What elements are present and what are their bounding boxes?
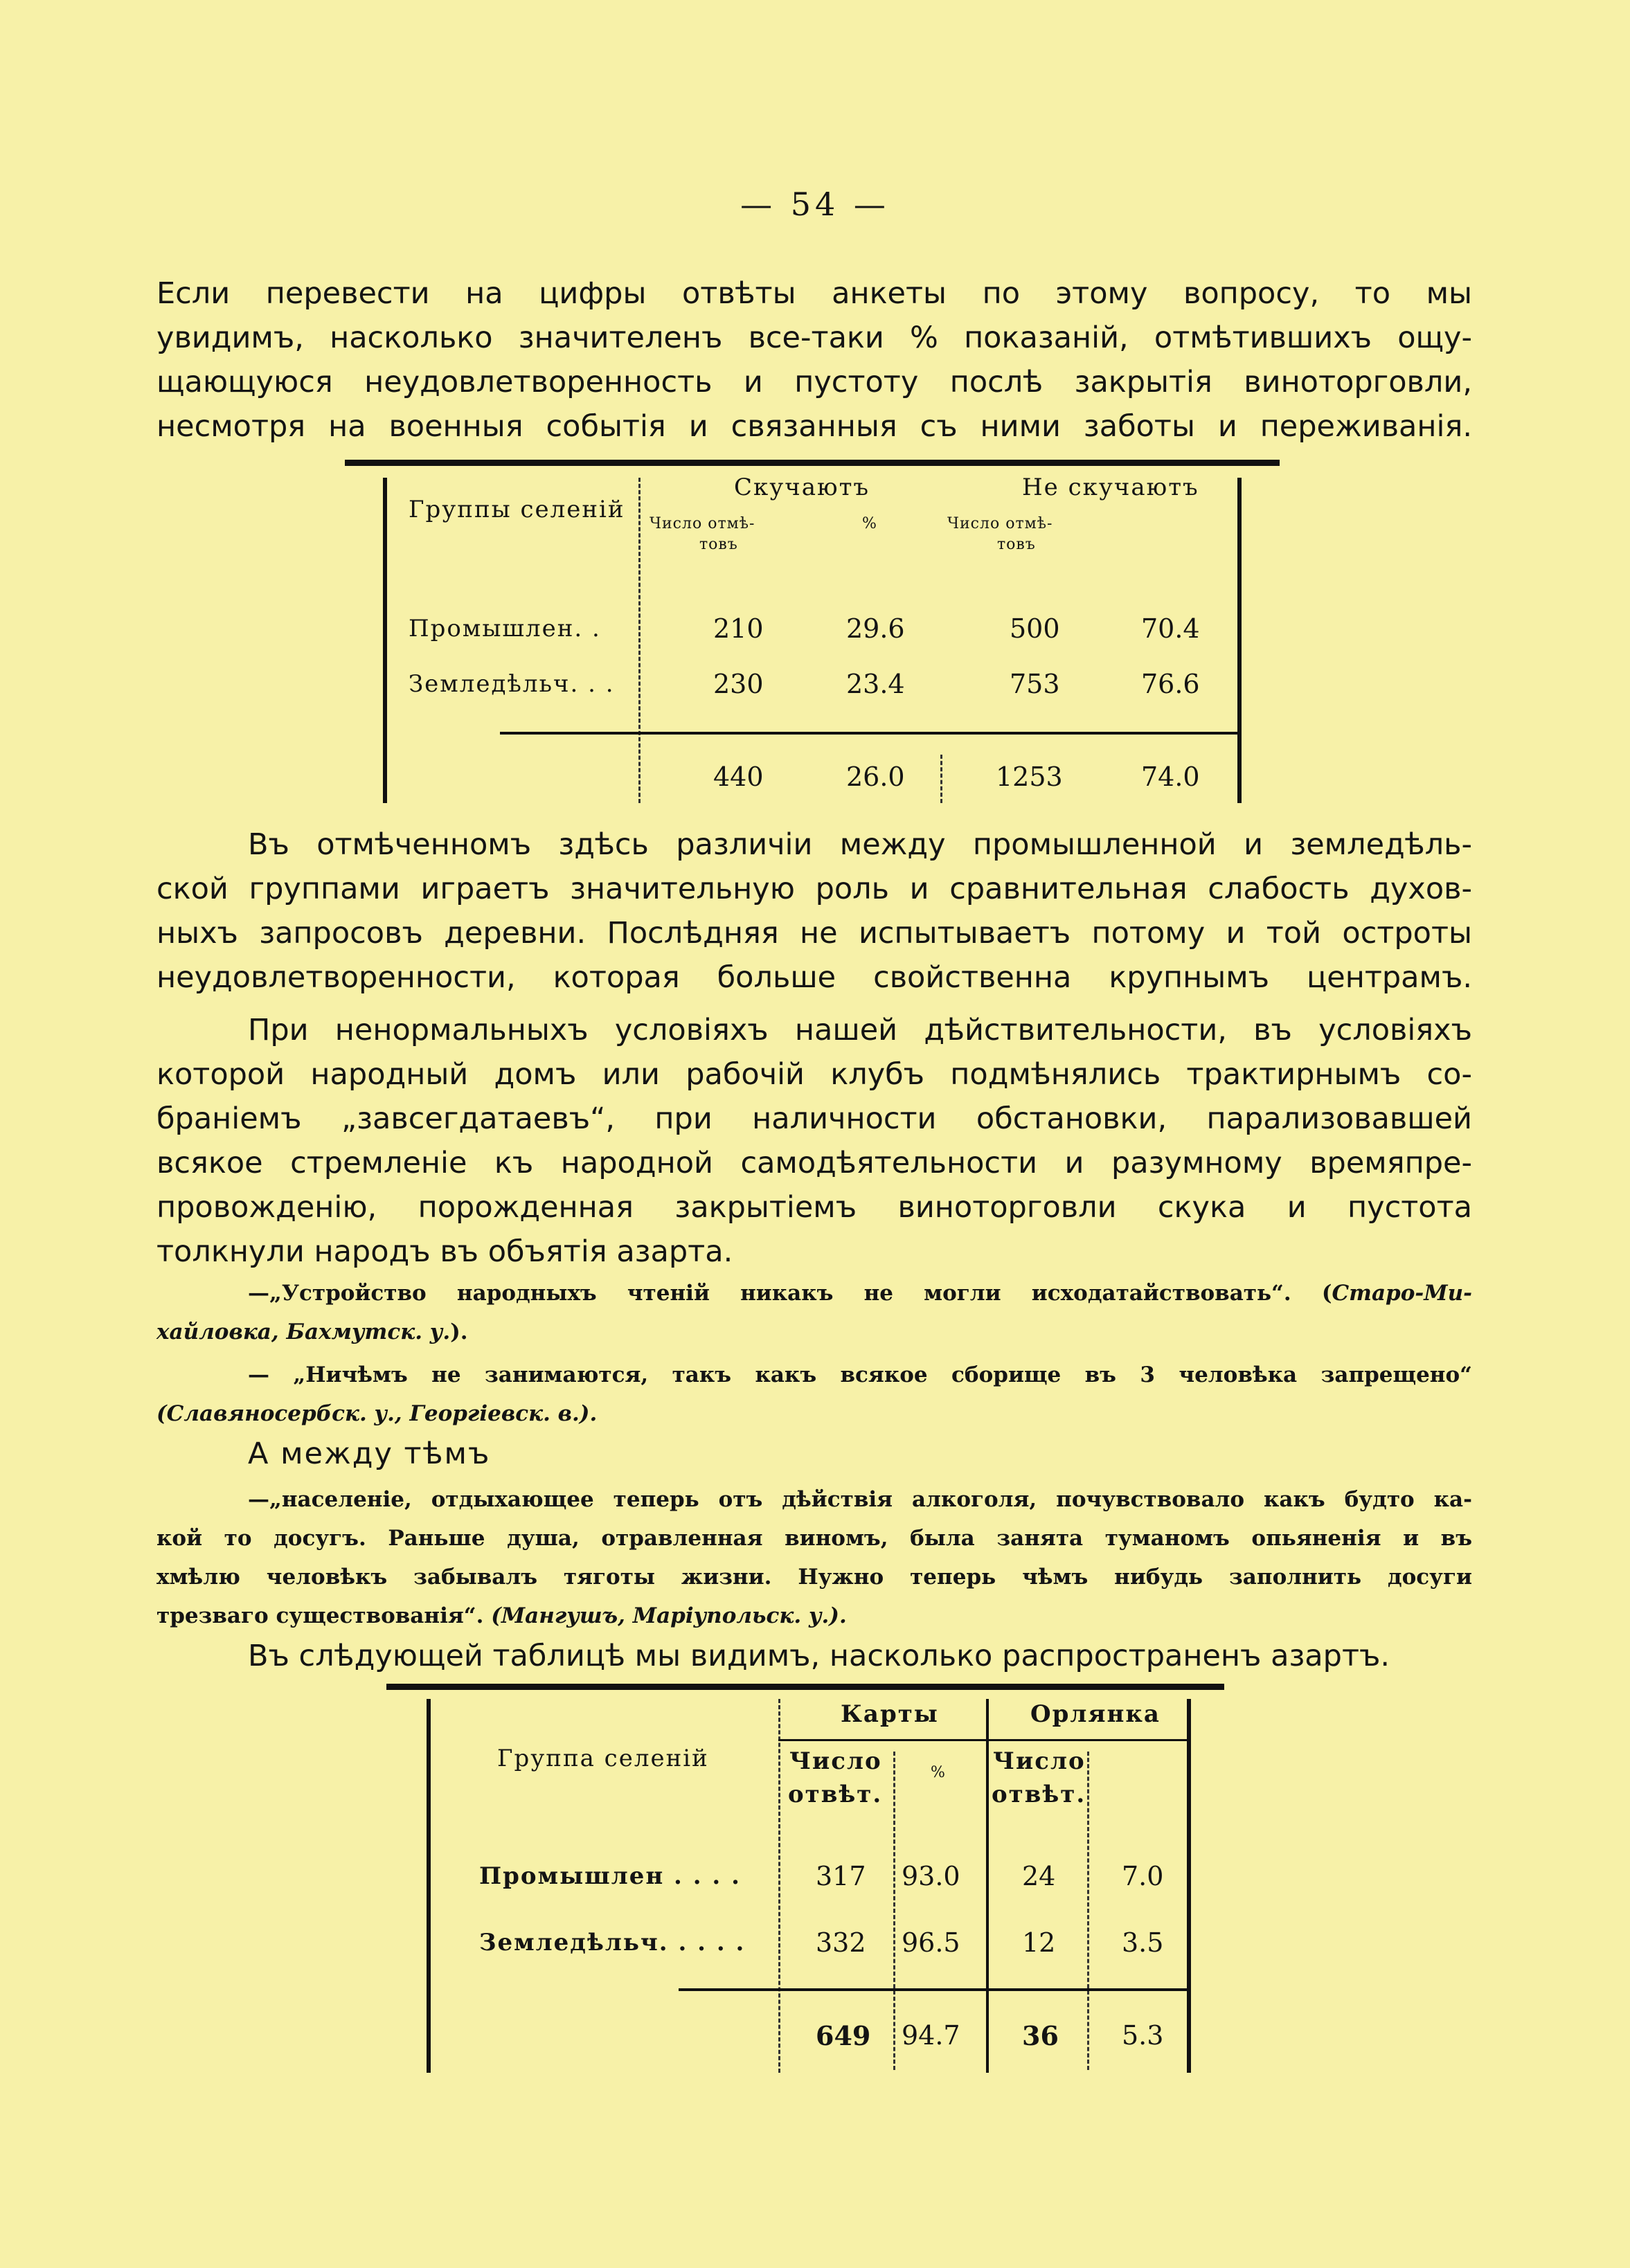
quote-text: ). — [450, 1320, 468, 1344]
cell-value: 24 — [1022, 1861, 1056, 1891]
col-header-ne-skuchayut: Не скучаютъ — [1022, 474, 1199, 501]
table-left-border — [383, 478, 387, 803]
cell-value: 29.6 — [846, 613, 905, 644]
page-number: — 54 — — [740, 186, 890, 223]
col-header-group: Группы селеній — [409, 496, 625, 523]
subheader-count: Число — [789, 1747, 882, 1775]
text-line: толкнули народъ въ объятія азарта. — [156, 1234, 733, 1269]
quote-text: —„населеніе, отдыхающее теперь отъ дѣйствія алкоголя, почувствовало какъ будто ка- — [248, 1487, 1472, 1512]
paragraph-difference — [156, 822, 1472, 1000]
quote-source: Старо-Ми- — [1332, 1281, 1472, 1306]
text-line: щающуюся неудовлетворенность и пустоту послѣ закрытія виноторговли, — [156, 365, 1472, 399]
text-line: Если перевести на цифры отвѣты анкеты по этому вопросу, то мы — [156, 276, 1472, 311]
quote-text: кой то досугъ. Раньше душа, отравленная виномъ, была занята туманомъ опьяненія и въ — [156, 1526, 1472, 1551]
quote-text: — „Ничѣмъ не занимаются, такъ какъ всякое сборище въ 3 человѣка запрещено“ — [248, 1362, 1472, 1387]
cell-value: 332 — [816, 1927, 866, 1958]
total-value: 26.0 — [846, 762, 905, 792]
paragraph-intro — [156, 271, 1472, 449]
quote-source: хайловка, Бахмутск. у. — [156, 1320, 451, 1344]
quote-source: (Мангушъ, Маріупольск. у.). — [491, 1603, 847, 1628]
cell-value: 12 — [1022, 1927, 1056, 1958]
text-line: всякое стремленіе къ народной самодѣятельности и разумному времяпре- — [156, 1146, 1472, 1180]
text-line: Въ отмѣченномъ здѣсь различіи между промышленной и земледѣль- — [248, 827, 1472, 862]
row-label: Промышлен . . . . — [479, 1862, 741, 1890]
text-line: Въ слѣдующей таблицѣ мы видимъ, насколько распространенъ азартъ. — [248, 1639, 1390, 1673]
total-value: 440 — [713, 762, 764, 792]
table-divider — [778, 1699, 780, 2073]
cell-value: 96.5 — [902, 1927, 960, 1958]
quote-line — [156, 1394, 1472, 1433]
subheader-count: Число отмѣ- — [650, 515, 755, 532]
cell-value: 23.4 — [846, 669, 905, 699]
quote-source: (Славяносербск. у., Георгіевск. в.). — [156, 1401, 598, 1426]
subheader-percent: % — [931, 1764, 946, 1781]
table-divider — [638, 478, 641, 803]
table-top-rule — [345, 460, 1280, 466]
quote-line — [156, 1274, 1472, 1313]
paragraph-conditions — [156, 1008, 1472, 1274]
row-label: Земледѣльч. . . — [409, 670, 615, 698]
cell-value: 210 — [713, 613, 764, 644]
text-line: несмотря на военныя событія и связанныя съ ними заботы и переживанія. — [156, 409, 1472, 444]
total-value: 94.7 — [902, 2020, 960, 2051]
subheader-count: товъ — [997, 536, 1036, 553]
text-line: браніемъ „завсегдатаевъ“, при наличности обстановки, парализовавшей — [156, 1101, 1472, 1136]
cell-value: 7.0 — [1122, 1861, 1164, 1891]
col-header-group: Группа селеній — [497, 1745, 709, 1772]
subheader-percent: % — [862, 515, 877, 532]
text-line: При ненормальныхъ условіяхъ нашей дѣйствительности, въ условіяхъ — [248, 1013, 1472, 1047]
text-line: увидимъ, насколько значителенъ все-таки % показаній, отмѣтившихъ ощу- — [156, 321, 1472, 355]
total-value: 1253 — [996, 762, 1063, 792]
cell-value: 76.6 — [1141, 669, 1200, 699]
table-sum-divider — [940, 755, 942, 803]
total-value: 36 — [1022, 2020, 1059, 2051]
subheader-count: товъ — [699, 536, 738, 553]
text-line: ныхъ запросовъ деревни. Послѣдняя не испытываетъ потому и той остроты — [156, 916, 1472, 951]
subheader-count: отвѣт. — [788, 1781, 883, 1808]
text-line: которой народный домъ или рабочій клубъ подмѣнялись трактирнымъ со- — [156, 1057, 1472, 1092]
paragraph-gambling-intro — [156, 1634, 1472, 1678]
quote-text: хмѣлю человѣкъ забывалъ тяготы жизни. Нужно теперь чѣмъ нибудь заполнить досуги — [156, 1565, 1472, 1590]
col-header-orlyanka: Орлянка — [1030, 1700, 1161, 1728]
table-header-rule — [778, 1739, 1187, 1741]
quote-readings — [156, 1274, 1472, 1351]
total-value: 649 — [816, 2020, 871, 2051]
table-right-border — [1237, 478, 1242, 803]
table-divider — [1087, 1752, 1089, 2070]
total-value: 74.0 — [1141, 762, 1200, 792]
cell-value: 70.4 — [1141, 613, 1200, 644]
quote-line — [156, 1596, 1472, 1635]
table-top-rule — [386, 1684, 1224, 1690]
total-value: 5.3 — [1122, 2020, 1164, 2051]
table-right-border — [1187, 1699, 1191, 2073]
cell-value: 753 — [1010, 669, 1060, 699]
cell-value: 230 — [713, 669, 764, 699]
quote-line — [156, 1313, 1472, 1351]
quote-gatherings — [156, 1356, 1472, 1433]
table-sum-rule — [500, 732, 1237, 735]
cell-value: 93.0 — [902, 1861, 960, 1891]
cell-value: 317 — [816, 1861, 866, 1891]
table-divider — [986, 1699, 989, 2073]
text-meanwhile: А между тѣмъ — [248, 1437, 491, 1471]
table-left-border — [427, 1699, 431, 2073]
text-line: провожденію, порожденная закрытіемъ виноторговли скука и пустота — [156, 1190, 1472, 1225]
quote-population — [156, 1480, 1472, 1635]
quote-text: —„Устройство народныхъ чтеній никакъ не могли исходатайствовать“. ( — [248, 1281, 1332, 1306]
text-line: неудовлетворенности, которая больше свойственна крупнымъ центрамъ. — [156, 960, 1472, 995]
subheader-count: Число — [993, 1747, 1086, 1775]
col-header-karty: Карты — [841, 1700, 939, 1728]
cell-value: 3.5 — [1122, 1927, 1164, 1958]
quote-text: трезваго существованія“. — [156, 1603, 492, 1628]
table-sum-rule — [679, 1988, 1187, 1991]
col-header-skuchayut: Скучаютъ — [734, 474, 870, 501]
subheader-count: Число отмѣ- — [947, 515, 1053, 532]
row-label: Земледѣльч. . . . . — [479, 1929, 746, 1956]
table-divider — [893, 1752, 895, 2070]
subheader-count: отвѣт. — [992, 1781, 1086, 1808]
text-line: ской группами играетъ значительную роль и сравнительная слабость духов- — [156, 872, 1472, 906]
row-label: Промышлен. . — [409, 615, 601, 642]
cell-value: 500 — [1010, 613, 1060, 644]
